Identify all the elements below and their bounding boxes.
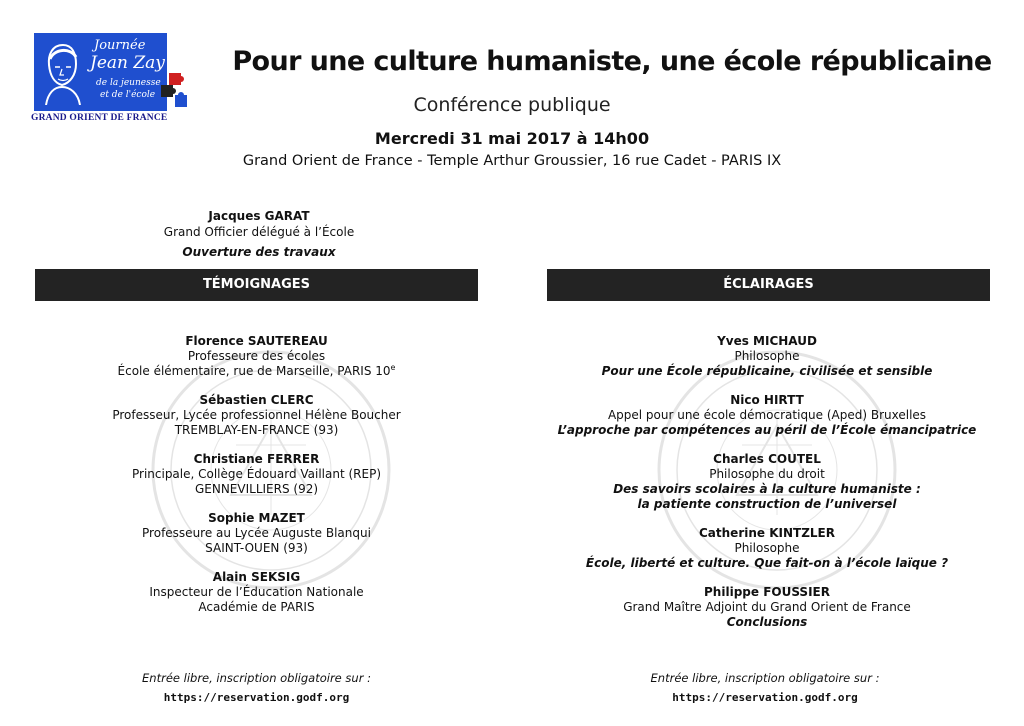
speaker-talk-line2: la patiente construction de l’universel — [637, 497, 897, 511]
speaker-talk: Pour une École républicaine, civilisée et sensible — [601, 364, 933, 378]
list-item — [60, 393, 453, 438]
event-date: Mercredi 31 mai 2017 à 14h00 — [374, 129, 650, 148]
registration-note: Entrée libre, inscription obligatoire sur : — [142, 671, 371, 685]
temoignages-list — [60, 334, 453, 629]
temoignages-header: TÉMOIGNAGES — [35, 269, 478, 301]
speaker-talk: École, liberté et culture. Que fait-on à l’école laïque ? — [585, 556, 949, 570]
speaker-name: Philippe FOUSSIER — [704, 585, 830, 599]
list-item — [60, 570, 453, 615]
opening-speaker — [125, 208, 393, 260]
eclairages-list — [532, 334, 1002, 644]
speaker-affiliation: GENNEVILLIERS (92) — [194, 482, 319, 496]
speaker-role: Grand Maître Adjoint du Grand Orient de France — [623, 600, 911, 614]
speaker-name: Nico HIRTT — [730, 393, 804, 407]
registration-footer-right — [540, 668, 990, 708]
speaker-name: Jacques GARAT — [208, 209, 310, 223]
speaker-role: Professeure au Lycée Auguste Blanqui — [142, 526, 371, 540]
speaker-name: Yves MICHAUD — [717, 334, 817, 348]
speaker-role: Philosophe du droit — [709, 467, 825, 481]
speaker-name: Florence SAUTEREAU — [185, 334, 328, 348]
speaker-name: Charles COUTEL — [713, 452, 821, 466]
speaker-name: Christiane FERRER — [193, 452, 320, 466]
speaker-role: Principale, Collège Édouard Vaillant (REP) — [131, 467, 382, 481]
speaker-affiliation: École élémentaire, rue de Marseille, PARIS 10e — [117, 363, 396, 378]
list-item — [532, 526, 1002, 571]
speaker-talk: L’approche par compétences au péril de l’École émancipatrice — [557, 423, 977, 437]
list-item — [532, 334, 1002, 379]
speaker-role: Philosophe — [734, 541, 800, 555]
logo-script-line1: Journée — [94, 38, 146, 53]
list-item — [532, 393, 1002, 438]
page-title: Pour une culture humaniste, une école républicaine — [232, 46, 992, 77]
speaker-name: Sophie MAZET — [208, 511, 305, 525]
logo-org-name: GRAND ORIENT DE FRANCE — [31, 113, 168, 123]
list-item — [532, 585, 1002, 630]
speaker-name: Sébastien CLERC — [199, 393, 314, 407]
logo-script-line2: Jean Zay — [90, 53, 165, 73]
registration-footer-left — [60, 668, 453, 708]
speaker-name: Catherine KINTZLER — [699, 526, 835, 540]
logo-script-line4: et de l'école — [100, 90, 156, 100]
speaker-role: Inspecteur de l’Éducation Nationale — [149, 585, 364, 599]
list-item — [532, 452, 1002, 512]
page-subtitle: Conférence publique — [413, 94, 611, 116]
speaker-role: Appel pour une école démocratique (Aped) Bruxelles — [607, 408, 927, 422]
list-item — [60, 452, 453, 497]
registration-note: Entrée libre, inscription obligatoire sur : — [650, 671, 880, 685]
speaker-role: Professeur, Lycée professionnel Hélène Boucher — [112, 408, 401, 422]
speaker-role: Grand Officier délégué à l’École — [163, 225, 355, 239]
eclairages-header: ÉCLAIRAGES — [547, 269, 990, 301]
speaker-affiliation: SAINT-OUEN (93) — [205, 541, 308, 555]
registration-link[interactable]: https://reservation.godf.org — [163, 691, 350, 704]
event-venue: Grand Orient de France - Temple Arthur Groussier, 16 rue Cadet - PARIS IX — [242, 153, 782, 169]
speaker-talk: Ouverture des travaux — [182, 245, 336, 259]
list-item — [60, 511, 453, 556]
logo-script-line3: de la jeunesse — [96, 78, 161, 88]
speaker-role: Philosophe — [734, 349, 800, 363]
registration-link[interactable]: https://reservation.godf.org — [672, 691, 858, 704]
speaker-talk: Des savoirs scolaires à la culture humaniste : — [613, 482, 921, 496]
speaker-talk: Conclusions — [726, 615, 808, 629]
list-item — [60, 334, 453, 379]
speaker-affiliation: Académie de PARIS — [198, 600, 315, 614]
speaker-name: Alain SEKSIG — [212, 570, 301, 584]
speaker-affiliation: TREMBLAY-EN-FRANCE (93) — [174, 423, 339, 437]
speaker-role: Professeure des écoles — [187, 349, 326, 363]
